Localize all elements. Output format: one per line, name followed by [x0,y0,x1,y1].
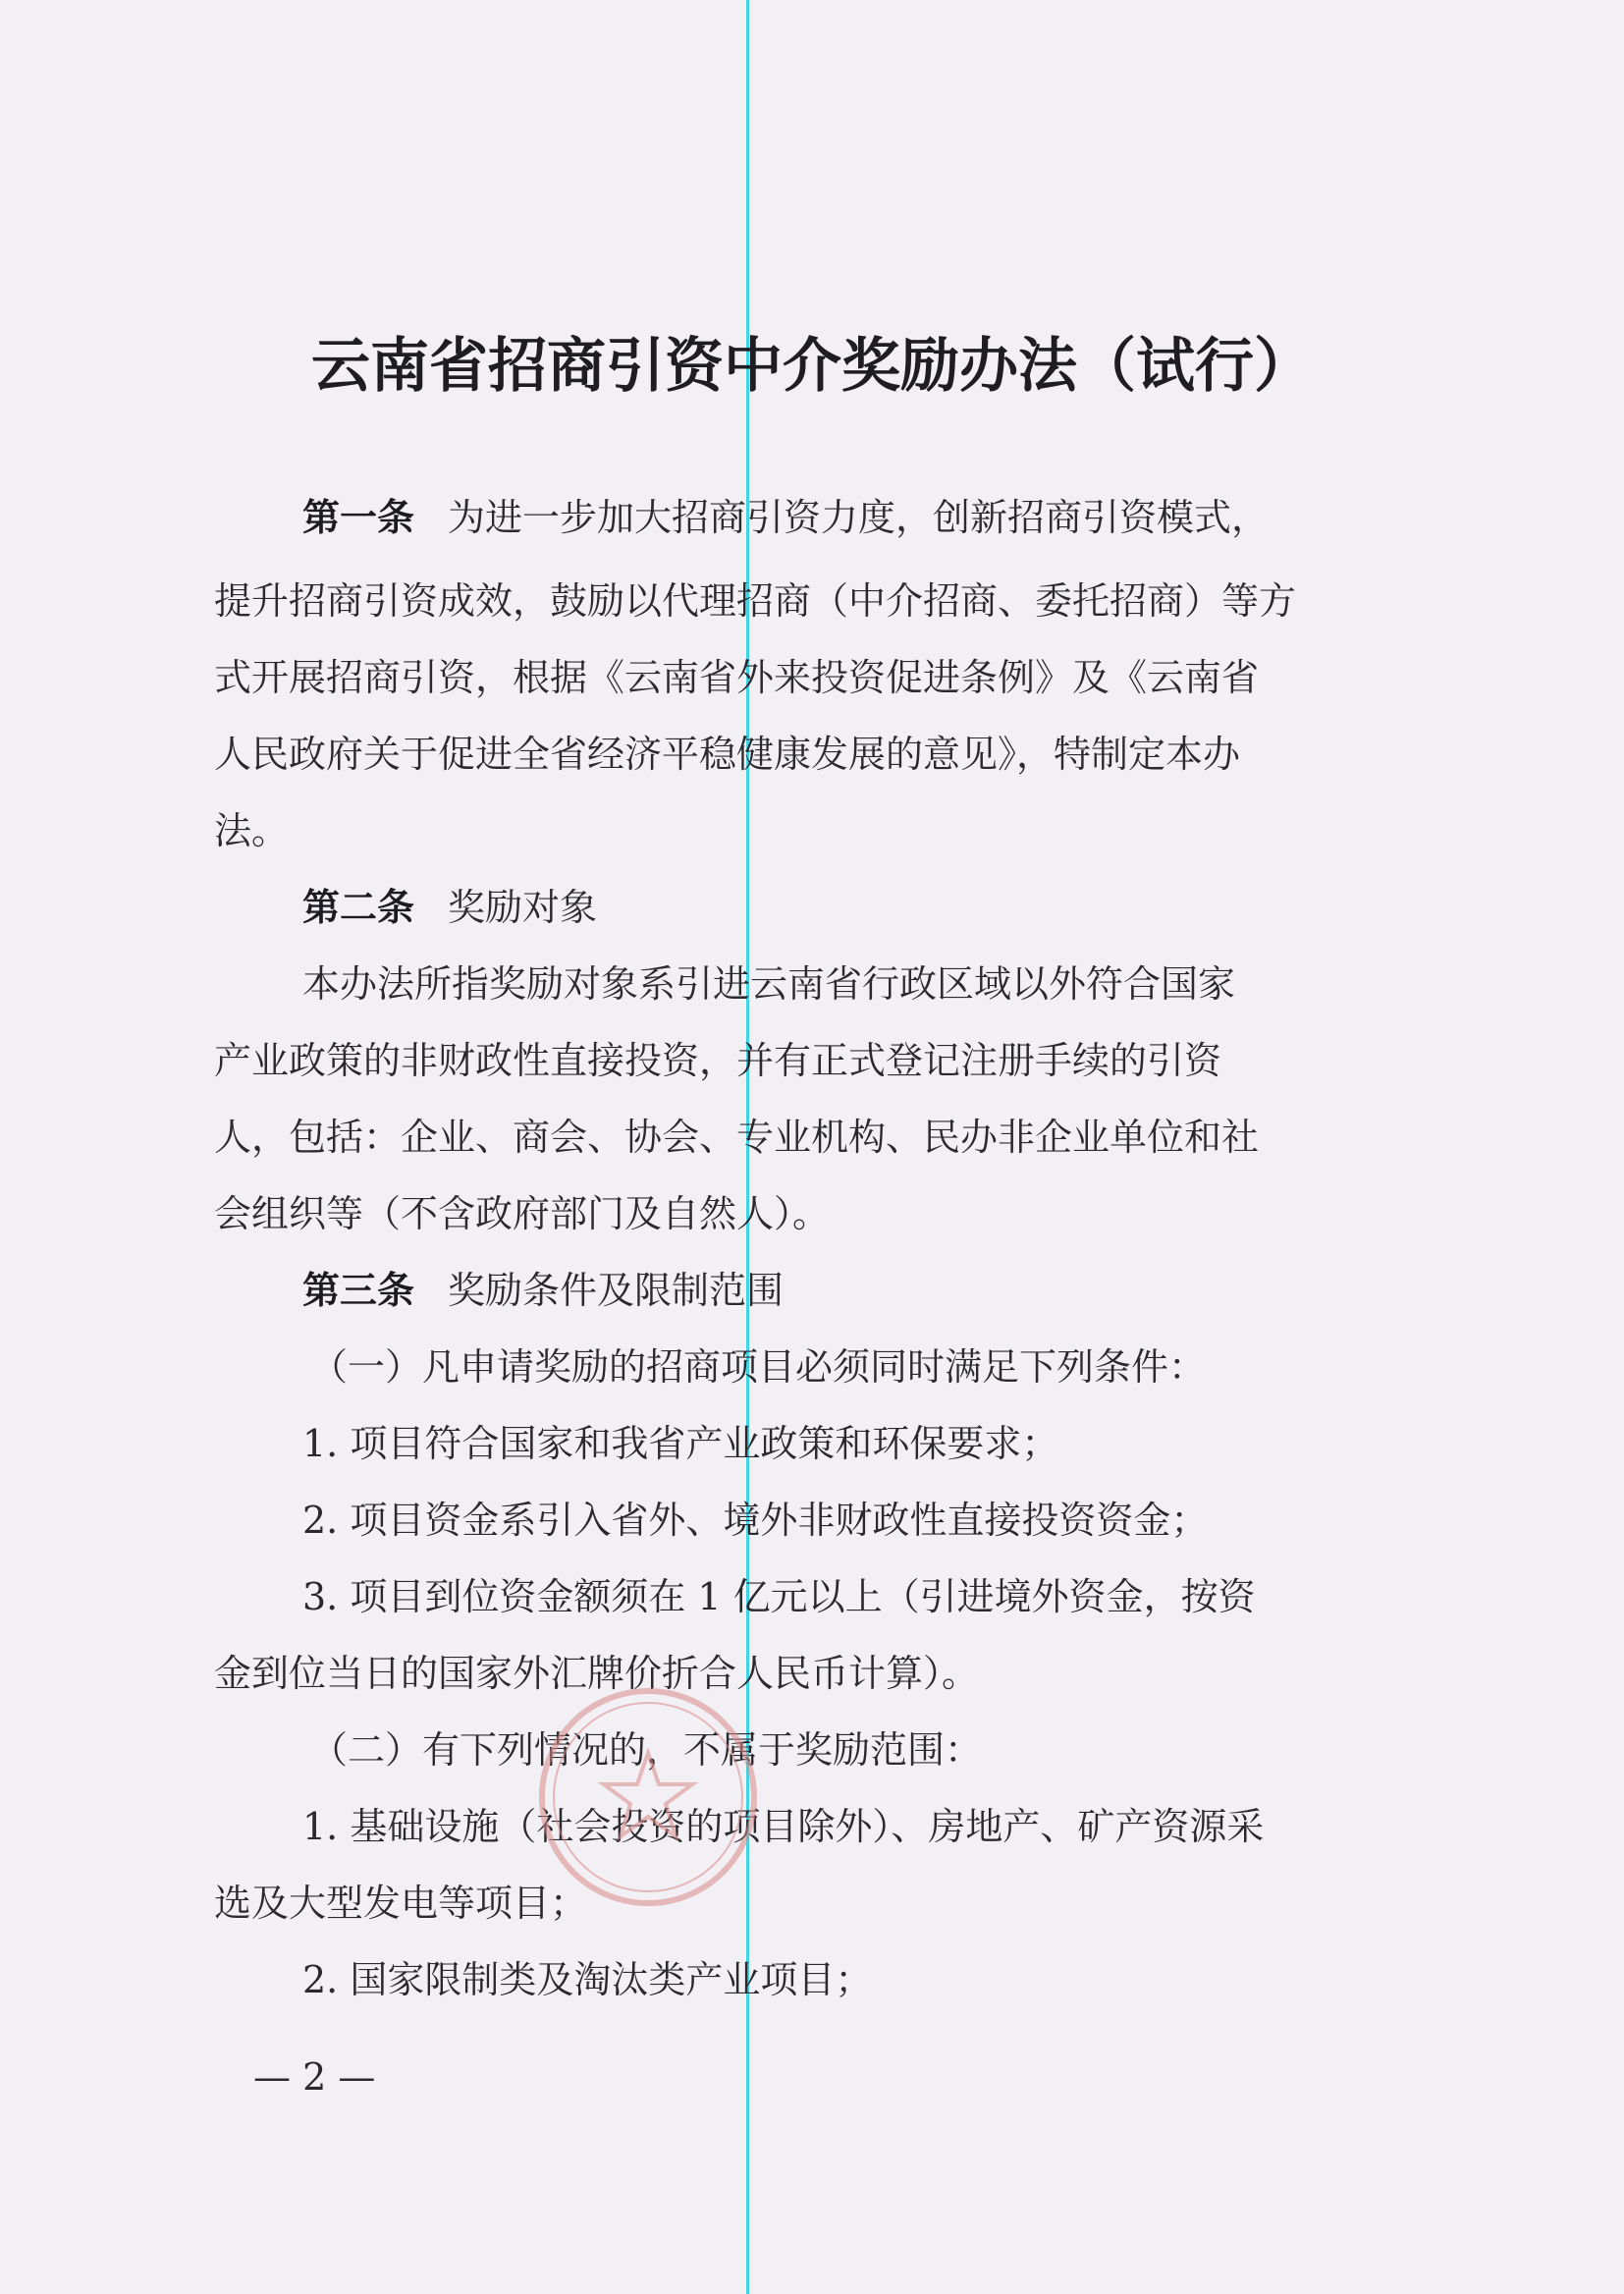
article3-line-7: 1. 基础设施（社会投资的项目除外）、房地产、矿产资源采 [302,1805,1265,1848]
article3-line-6: （二）有下列情况的，不属于奖励范围： [310,1728,983,1772]
article1-line-2: 提升招商引资成效，鼓励以代理招商（中介招商、委托招商）等方 [214,579,1297,623]
article2-heading: 第二条 [302,886,415,929]
article3-subject: 奖励条件及限制范围 [448,1269,785,1312]
article2-subject: 奖励对象 [448,886,598,929]
article3-heading: 第三条 [302,1269,415,1312]
article1-line-4: 人民政府关于促进全省经济平稳健康发展的意见》，特制定本办 [214,733,1241,776]
article3-heading-line [214,1256,1422,1325]
article1-line-1: 第一条 为进一步加大招商引资力度，创新招商引资模式， [302,496,1270,539]
article3-line-2: 1. 项目符合国家和我省产业政策和环保要求； [302,1422,1059,1465]
article1-line-3: 式开展招商引资，根据《云南省外来投资促进条例》及《云南省 [214,656,1260,699]
article2-line-3: 人，包括：企业、商会、协会、专业机构、民办非企业单位和社 [214,1116,1260,1159]
official-seal-icon [535,1684,761,1910]
article1-heading: 第一条 [302,496,415,539]
article2-line-1: 本办法所指奖励对象系引进云南省行政区域以外符合国家 [302,962,1236,1006]
article3-line-5: 金到位当日的国家外汇牌价折合人民币计算）。 [214,1652,980,1695]
document-title: 云南省招商引资中介奖励办法（试行） [311,332,1313,401]
article2-heading-line [214,873,1422,942]
article3-line-3: 2. 项目资金系引入省外、境外非财政性直接投资资金； [302,1499,1209,1542]
article1-line-5: 法。 [214,809,290,852]
article3-line-8: 选及大型发电等项目； [214,1882,588,1925]
page-number: — 2 — [253,2055,376,2099]
article3-line-4: 3. 项目到位资金额须在 1 亿元以上（引进境外资金，按资 [302,1575,1256,1618]
article3-line-9: 2. 国家限制类及淘汰类产业项目； [302,1958,873,2001]
article2-line-4: 会组织等（不含政府部门及自然人）。 [214,1192,831,1235]
article3-line-1: （一）凡申请奖励的招商项目必须同时满足下列条件： [310,1345,1207,1389]
article2-line-2: 产业政策的非财政性直接投资，并有正式登记注册手续的引资 [214,1039,1222,1082]
